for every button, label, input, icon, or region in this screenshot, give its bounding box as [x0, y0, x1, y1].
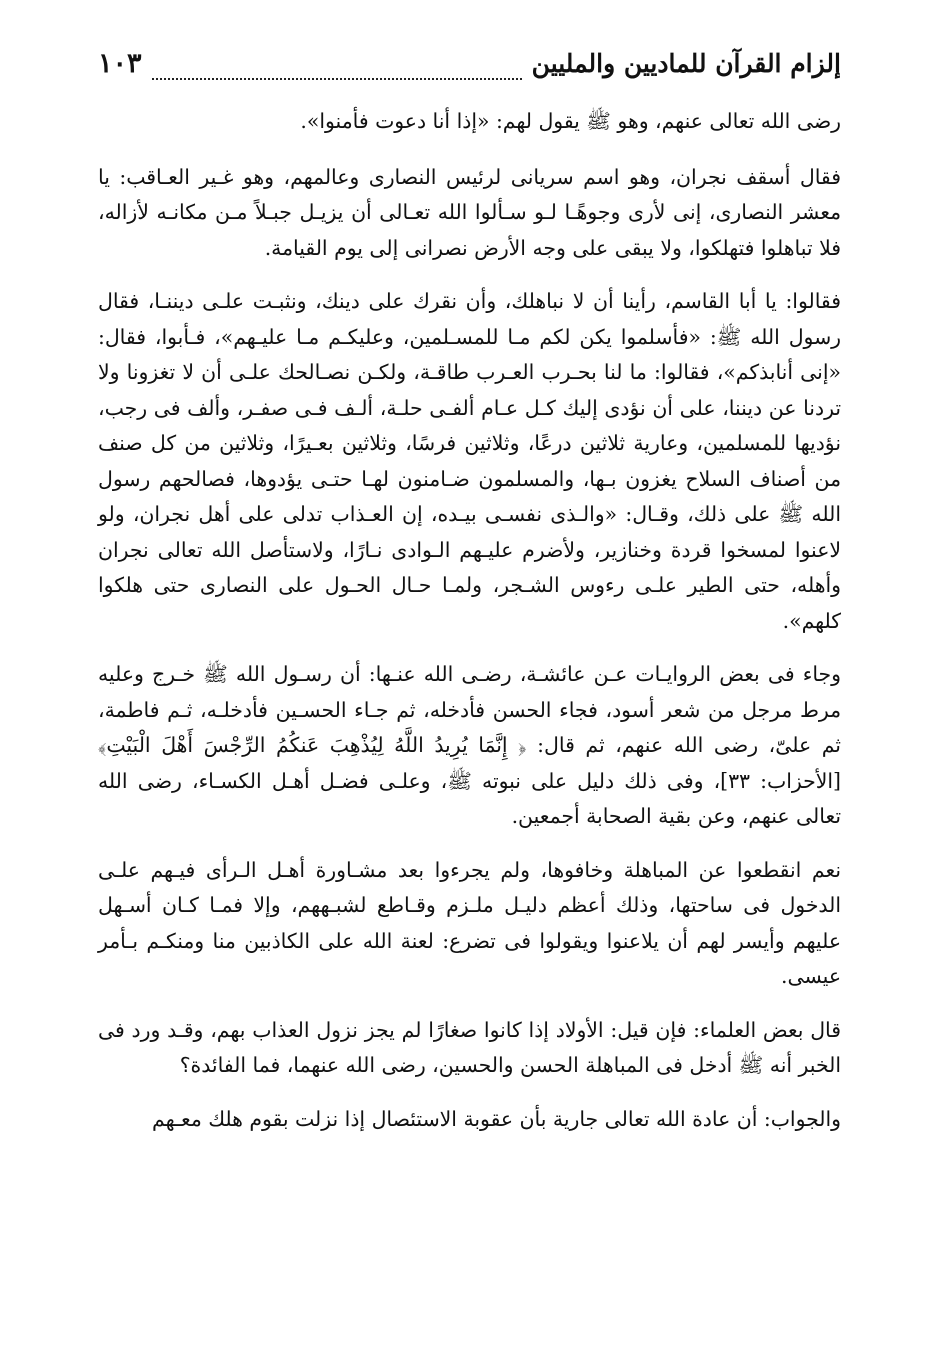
paragraph-6: قال بعض العلماء: فإن قيل: الأولاد إذا كانوا صغارًا لم يجز نزول العذاب بهم، وقـد ورد فى الخبر أنه ﷺ أدخل فى المباهلة الحسن والحسين، رضى الله عنهما، فما الفائدة؟	[98, 1017, 841, 1077]
paragraph-5: نعم انقطعوا عن المباهلة وخافوها، ولم يجرءوا بعد مشـاورة أهـل الـرأى فيـهم علـى الدخول فى ساحتها، وذلك أعظم دليـل ملـزم وقـاطع لشبـههم، وإلا فمـا كـان أسـهل عليهم وأيسر لهم أن يلاعنوا ويقولوا فى تضرع: لعنة الله على الكاذبين منا ومنكـم بـأمر عيسى.	[98, 857, 841, 988]
paragraph-4: وجاء فى بعض الروايـات عـن عائشـة، رضـى الله عنـها: أن رسـول الله ﷺ خـرج وعليه مرط مرجل من شعر أسود، فجاء الحسن فأدخله، ثم جـاء الحسـين فأدخلـه، ثـم فاطمة، ثم علىّ، رضى الله عنهم، ثم قال: ﴿ إِنَّمَا يُرِيدُ اللَّهُ لِيُذْهِبَ عَنكُمُ الرِّجْسَ أَهْلَ الْبَيْتِ﴾ [الأحزاب: ٣٣]، وفى ذلك دليل على نبوته ﷺ، وعلـى فضـل أهـل الكسـاء، رضى الله تعالى عنهم، وعن بقية الصحابة أجمعين.	[98, 662, 841, 828]
page-number: ١٠٣	[98, 48, 142, 79]
running-header	[98, 48, 841, 98]
paragraph-2: فقال أسقف نجران، وهو اسم سريانى لرئيس النصارى وعالمهم، وهو غـير العـاقب: يا معشر النصارى، إنى لأرى وجوهًـا لـو سـألوا الله تعـالى أن يزيـل جبـلاً مـن مكانـه لأزاله، فلا تباهلوا فتهلكوا، ولا يبقى على وجه الأرض نصرانى إلى يوم القيامة.	[98, 164, 841, 260]
header-dot-leader	[152, 78, 522, 80]
header-title: إلزام القرآن للماديين والمليين	[531, 49, 841, 78]
paragraph-1: رضى الله تعالى عنهم، وهو ﷺ يقول لهم: «إذا أنا دعوت فأمنوا».	[300, 109, 841, 133]
paragraph-3: فقالوا: يا أبا القاسم، رأينا أن لا نباهلك، وأن نقرك على دينك، ونثبـت علـى ديننـا، فقال رسول الله ﷺ: «فأسلموا يكن لكم مـا للمسـلمين، وعليكـم مـا عليـهم»، فـأبوا، فقال: «إنى أنابذكم»، فقالوا: ما لنا بحـرب العـرب طاقـة، ولكـن نصـالحك علـى أن لا تغزونا ولا تردنا عن ديننا، على أن نؤدى إليك كـل عـام ألفـى حلـة، ألـف فـى صفـر، وألف فى رجب، نؤديها للمسلمين، وعارية ثلاثين درعًا، وثلاثين فرسًا، وثلاثين بعـيرًا، وثلاثين من كل صنف من أصناف السلاح يغزون بـها، والمسلمون ضـامنون لهـا حتـى يؤدوها، فصالحهم رسول الله ﷺ على ذلك، وقـال: «والـذى نفسـى بيـده، إن العـذاب تدلى على أهل نجران، ولو لاعنوا لمسخوا قردة وخنازير، ولأضرم عليـهم الـوادى نـارًا، ولاستأصل الله تعالى نجران وأهله، حتى الطير علـى رءوس الشـجر، ولمـا حـال الحـول على النصارى حتى هلكوا كلهم».	[98, 289, 841, 633]
paragraph-7: والجواب: أن عادة الله تعالى جارية بأن عقوبة الاستئصال إذا نزلت بقوم هلك معـهم	[152, 1106, 841, 1131]
body-text	[98, 104, 841, 1137]
